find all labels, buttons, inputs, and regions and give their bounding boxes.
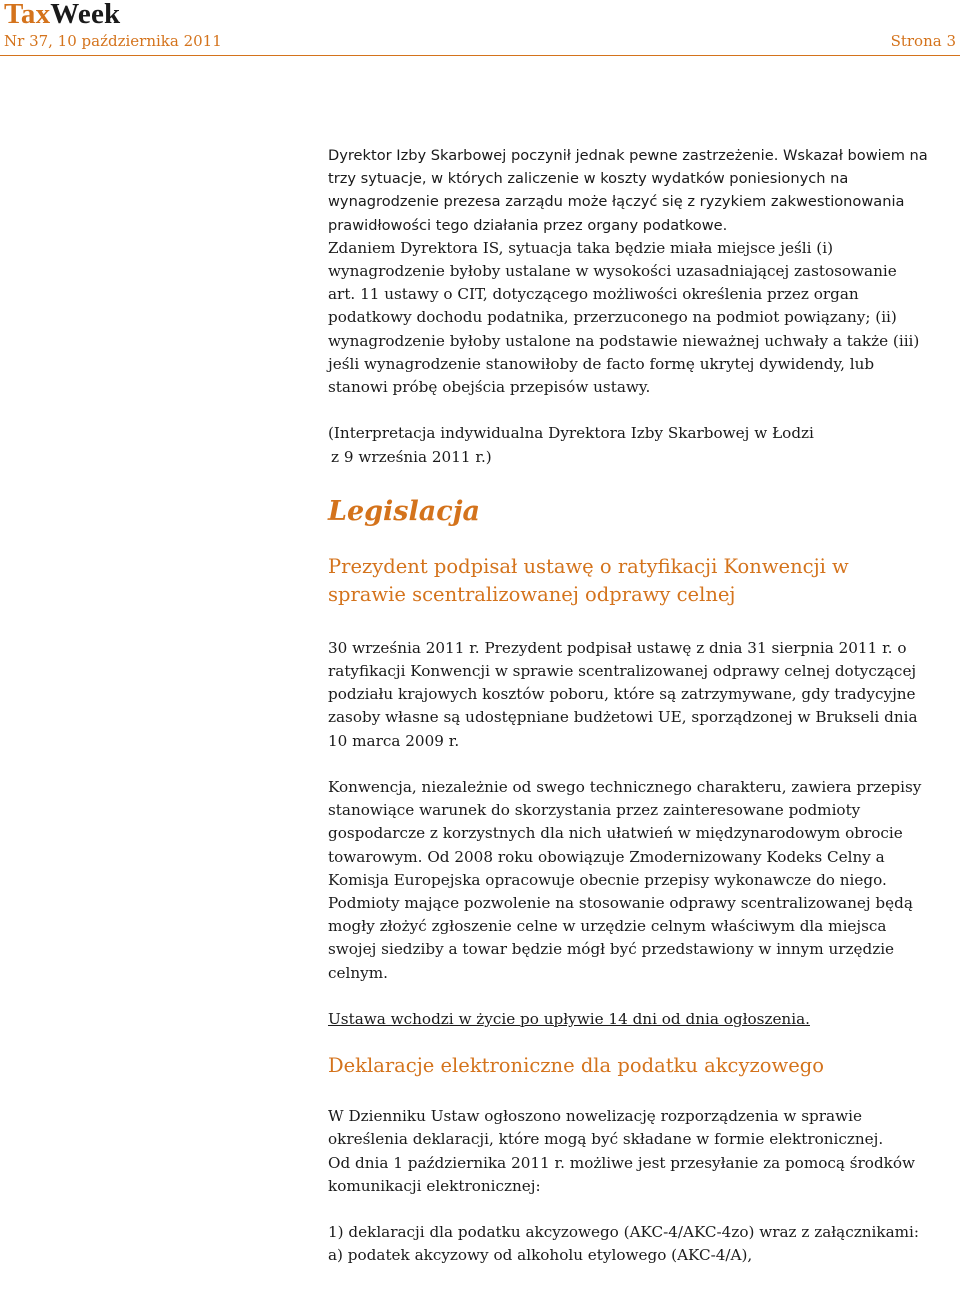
article-1-paragraph-1: 30 września 2011 r. Prezydent podpisał ustawę z dnia 31 sierpnia 2011 r. o ratyfikacji Konwencji w sprawie scentralizowanej odprawy celnej dotyczącej podziału krajowych kosztów poboru, które są zatrzymywane, gdy tradycyjne zasoby własne są udostępniane budżetowi UE, sporządzonej w Brukseli dnia 10 marca 2009 r.: [328, 638, 918, 750]
article-1-paragraph-3: [328, 1008, 928, 1031]
issue-date: Nr 37, 10 października 2011: [4, 32, 222, 50]
list-item-1: 1) deklaracji dla podatku akcyzowego (AKC-4/AKC-4zo) wraz z załącznikami:: [328, 1223, 920, 1242]
citation-line-1: (Interpretacja indywidualna Dyrektora Izby Skarbowej w Łodzi: [328, 424, 814, 443]
article-body: [328, 144, 928, 1268]
article-2-title: Deklaracje elektroniczne dla podatku akcyzowego: [328, 1054, 824, 1078]
logo-tax: Tax: [4, 0, 51, 30]
intro-paragraph-b: Zdaniem Dyrektora IS, sytuacja taka będzie miała miejsce jeśli (i) wynagrodzenie byłoby ustalane w wysokości uzasadniającej zastosowanie art. 11 ustawy o CIT, dotyczącego możliwości określenia przez organ podatkowy dochodu podatnika, przerzuconego na podmiot powiązany; (ii) wynagrodzenie byłoby ustalone na podstawie nieważnej uchwały a także (iii) jeśli wynagrodzenie stanowiłoby de facto formę ukrytej dywidendy, lub stanowi próbę obejścia przepisów ustawy.: [328, 238, 920, 397]
logo-week: Week: [50, 0, 121, 30]
list-item-1a: a) podatek akcyzowy od alkoholu etylowego (AKC-4/A),: [328, 1246, 753, 1265]
header-divider: [0, 55, 960, 56]
page-number: Strona 3: [890, 32, 956, 50]
page-header: [0, 0, 960, 58]
article-1-title: Prezydent podpisał ustawę o ratyfikacji Konwencji w sprawie scentralizowanej odprawy celnej: [328, 554, 849, 606]
citation-line-2: z 9 września 2011 r.): [331, 447, 492, 466]
section-title-legislacja: Legislacja: [328, 495, 480, 527]
article-2-paragraph-1-line-2: Od dnia 1 października 2011 r. możliwe jest przesyłanie za pomocą środków komunikacji elektronicznej:: [328, 1153, 916, 1195]
logo: [4, 0, 120, 30]
intro-paragraph-a: Dyrektor Izby Skarbowej poczynił jednak pewne zastrzeżenie. Wskazał bowiem na trzy sytuacje, w których zaliczenie w koszty wydatków poniesionych na wynagrodzenie prezesa zarządu może łączyć się z ryzykiem zakwestionowania prawidłowości tego działania przez organy podatkowe.: [328, 147, 928, 234]
article-2-paragraph-1-line-1: W Dzienniku Ustaw ogłoszono nowelizację rozporządzenia w sprawie określenia deklaracji, które mogą być składane w formie elektronicznej.: [328, 1107, 884, 1149]
article-1-paragraph-3-text: Ustawa wchodzi w życie po upływie 14 dni od dnia ogłoszenia.: [328, 1010, 810, 1029]
article-1-paragraph-2: Konwencja, niezależnie od swego technicznego charakteru, zawiera przepisy stanowiące warunek do skorzystania przez zainteresowane podmioty gospodarcze z korzystnych dla nich ułatwień w międzynarodowym obrocie towarowym. Od 2008 roku obowiązuje Zmodernizowany Kodeks Celny a Komisja Europejska opracowuje obecnie przepisy wykonawcze do niego. Podmioty mające pozwolenie na stosowanie odprawy scentralizowanej będą mogły złożyć zgłoszenie celne w urzędzie celnym właściwym dla miejsca swojej siedziby a towar będzie mógł być przedstawiony w innym urzędzie celnym.: [328, 778, 922, 982]
